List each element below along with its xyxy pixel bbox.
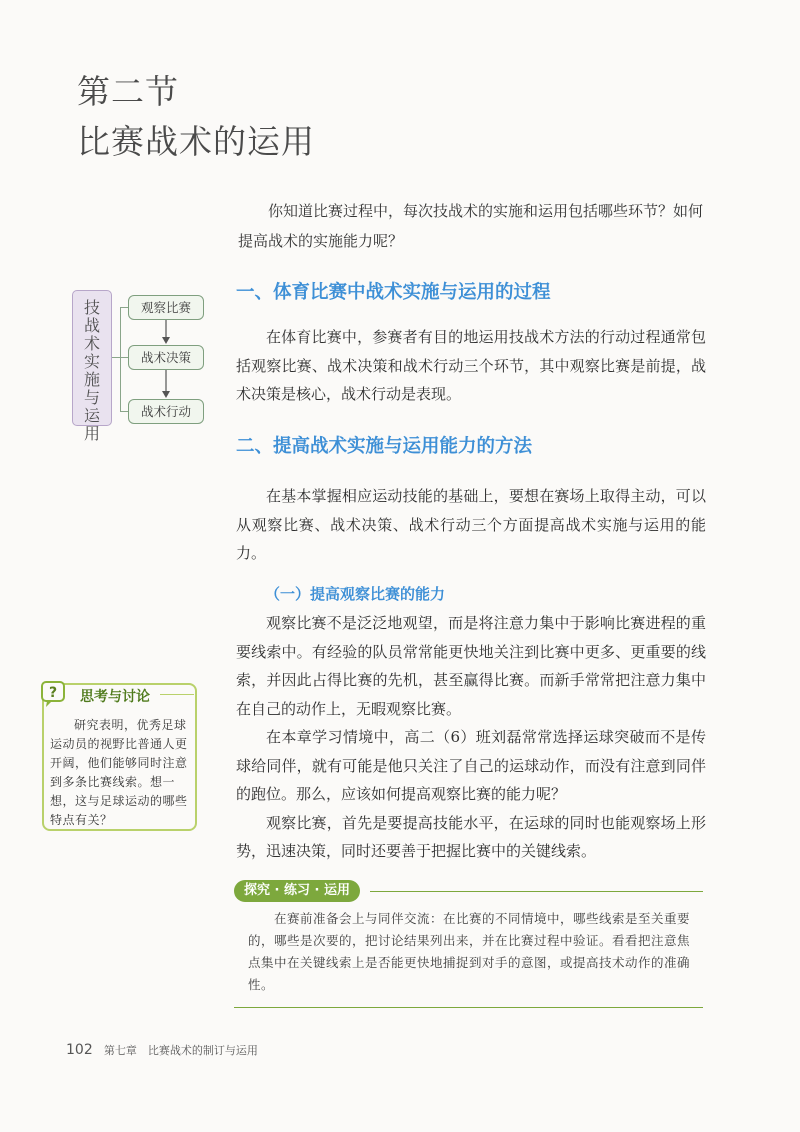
explore-text: 在赛前准备会上与同伴交流：在比赛的不同情境中，哪些线索是至关重要的，哪些是次要的，把讨论结果列出来，并在比赛过程中验证。看看把注意焦点集中在关键线索上是否能更快地捕捉到对手的意图，或提高技术动作的准确性。 (248, 911, 691, 992)
flow-connector (120, 307, 121, 411)
flow-label-text: 技战术实施与运用 (83, 298, 100, 443)
flow-arrow-down-icon (160, 320, 172, 345)
section1-paragraph: 在体育比赛中，参赛者有目的地运用技战术方法的行动过程通常包括观察比赛、战术决策和战术行动三个环节，其中观察比赛是前提，战术决策是核心，战术行动是表现。 (236, 328, 706, 403)
section2-paragraph: 在基本掌握相应运动技能的基础上，要想在赛场上取得主动，可以从观察比赛、战术决策、战术行动三个方面提高战术实施与运用的能力。 (236, 487, 706, 562)
flow-step-decide: 战术决策 (128, 345, 204, 370)
subsection-body (236, 609, 706, 866)
explore-tag: 探究 · 练习 · 运用 (234, 880, 360, 902)
sidebar-divider (160, 694, 194, 695)
flow-label (72, 290, 112, 443)
page-number: 102 (66, 1042, 93, 1058)
sidebar-title: 思考与讨论 (80, 689, 150, 705)
body-paragraph: 观察比赛不是泛泛地观望，而是将注意力集中于影响比赛进程的重要线索中。有经验的队员常常能更快地关注到比赛中更多、更重要的线索，并因此占得比赛的先机，甚至赢得比赛。而新手常常把注意力集中在自己的动作上，无暇观察比赛。 (236, 614, 706, 718)
explore-top-line (370, 891, 703, 892)
question-bubble-icon (40, 680, 68, 708)
svg-text:?: ? (48, 685, 58, 701)
section1-heading: 一、体育比赛中战术实施与运用的过程 (236, 282, 551, 303)
chapter-title: 第七章 比赛战术的制订与运用 (103, 1044, 258, 1057)
section-title-number: 第二节 (77, 72, 179, 111)
page-footer (66, 1039, 258, 1058)
explore-bottom-line (234, 1007, 703, 1008)
sidebar-text: 研究表明，优秀足球运动员的视野比普通人更开阔，他们能够同时注意到多条比赛线索。想一想，这与足球运动的哪些特点有关？ (50, 718, 188, 827)
body-paragraph: 在本章学习情境中，高二（6）班刘磊常常选择运球突破而不是传球给同伴，就有可能是他只关注了自己的运球动作，而没有注意到同伴的跑位。那么，应该如何提高观察比赛的能力呢？ (236, 728, 706, 803)
body-paragraph: 观察比赛，首先是要提高技能水平，在运球的同时也能观察场上形势，迅速决策，同时还要善于把握比赛中的关键线索。 (236, 813, 706, 860)
flow-connector (112, 357, 120, 358)
subsection-heading: （一）提高观察比赛的能力 (265, 585, 446, 603)
flow-step-observe: 观察比赛 (128, 295, 204, 320)
intro-question: 你知道比赛过程中，每次技战术的实施和运用包括哪些环节？如何提高战术的实施能力呢？ (238, 202, 704, 250)
flow-connector (120, 411, 128, 412)
flow-connector (120, 357, 128, 358)
section2-heading: 二、提高战术实施与运用能力的方法 (236, 436, 533, 457)
flow-arrow-down-icon (160, 370, 172, 399)
flow-step-act: 战术行动 (128, 399, 204, 424)
section-title: 比赛战术的运用 (77, 122, 315, 161)
flow-connector (120, 307, 128, 308)
